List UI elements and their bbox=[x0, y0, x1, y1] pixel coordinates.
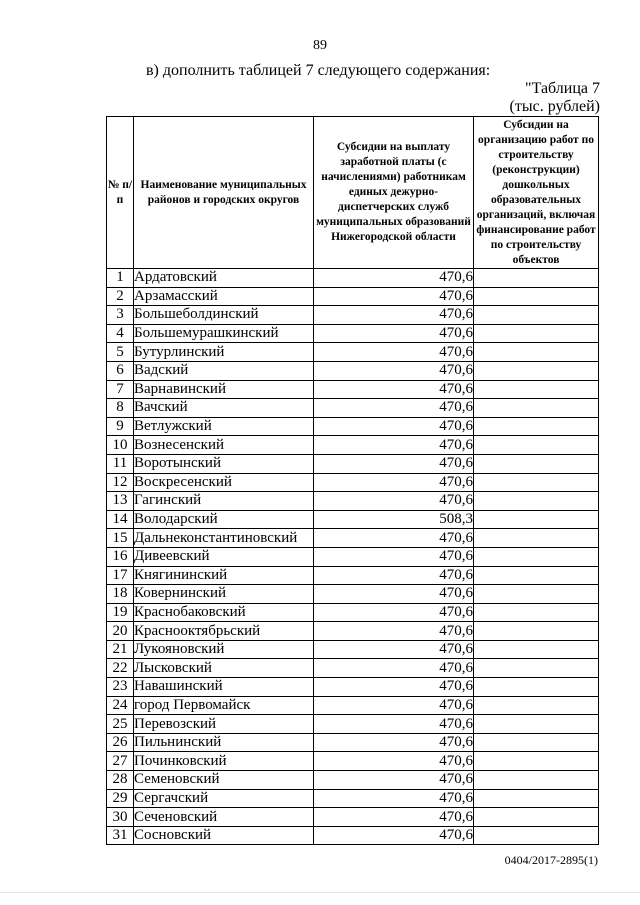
district-name-cell: Большеболдинский bbox=[134, 306, 314, 325]
table-row bbox=[107, 510, 599, 529]
row-number-cell: 27 bbox=[107, 752, 134, 771]
row-number-cell: 15 bbox=[107, 529, 134, 548]
district-name-cell: Ветлужский bbox=[134, 417, 314, 436]
subsidy-construction-cell bbox=[474, 510, 599, 529]
subsidy-salary-cell: 470,6 bbox=[314, 752, 474, 771]
row-number-cell: 19 bbox=[107, 603, 134, 622]
row-number-cell: 20 bbox=[107, 622, 134, 641]
row-number-cell: 4 bbox=[107, 324, 134, 343]
row-number-cell: 12 bbox=[107, 473, 134, 492]
subsidy-salary-cell: 470,6 bbox=[314, 417, 474, 436]
subsidy-table bbox=[106, 116, 599, 845]
subsidy-construction-cell bbox=[474, 566, 599, 585]
row-number-cell: 23 bbox=[107, 678, 134, 697]
row-number-cell: 28 bbox=[107, 771, 134, 790]
district-name-cell: Варнавинский bbox=[134, 380, 314, 399]
subsidy-salary-cell: 470,6 bbox=[314, 826, 474, 845]
subsidy-salary-cell: 470,6 bbox=[314, 696, 474, 715]
row-number-cell: 5 bbox=[107, 343, 134, 362]
district-name-cell: Сеченовский bbox=[134, 808, 314, 827]
table-row bbox=[107, 771, 599, 790]
subsidy-salary-cell: 470,6 bbox=[314, 473, 474, 492]
district-name-cell: Краснооктябрьский bbox=[134, 622, 314, 641]
subsidy-salary-cell: 470,6 bbox=[314, 678, 474, 697]
subsidy-construction-cell bbox=[474, 306, 599, 325]
table-row bbox=[107, 473, 599, 492]
subsidy-salary-cell: 470,6 bbox=[314, 529, 474, 548]
subsidy-construction-cell bbox=[474, 454, 599, 473]
subsidy-construction-cell bbox=[474, 399, 599, 418]
subsidy-salary-cell: 470,6 bbox=[314, 733, 474, 752]
table-body bbox=[107, 269, 599, 845]
row-number-cell: 3 bbox=[107, 306, 134, 325]
row-number-cell: 18 bbox=[107, 585, 134, 604]
district-name-cell: Володарский bbox=[134, 510, 314, 529]
subsidy-salary-cell: 470,6 bbox=[314, 343, 474, 362]
subsidy-salary-cell: 470,6 bbox=[314, 566, 474, 585]
district-name-cell: Сосновский bbox=[134, 826, 314, 845]
subsidy-construction-cell bbox=[474, 826, 599, 845]
district-name-cell: Вачский bbox=[134, 399, 314, 418]
subsidy-construction-cell bbox=[474, 808, 599, 827]
subsidy-construction-cell bbox=[474, 789, 599, 808]
subsidy-salary-cell: 470,6 bbox=[314, 585, 474, 604]
subsidy-salary-cell: 508,3 bbox=[314, 510, 474, 529]
subsidy-salary-cell: 470,6 bbox=[314, 380, 474, 399]
subsidy-salary-cell: 470,6 bbox=[314, 622, 474, 641]
row-number-cell: 26 bbox=[107, 733, 134, 752]
subsidy-construction-cell bbox=[474, 659, 599, 678]
district-name-cell: Большемурашкинский bbox=[134, 324, 314, 343]
row-number-cell: 16 bbox=[107, 547, 134, 566]
row-number-cell: 8 bbox=[107, 399, 134, 418]
subsidy-salary-cell: 470,6 bbox=[314, 715, 474, 734]
subsidy-salary-cell: 470,6 bbox=[314, 492, 474, 511]
subsidy-construction-cell bbox=[474, 473, 599, 492]
table-row bbox=[107, 659, 599, 678]
district-name-cell: Вознесенский bbox=[134, 436, 314, 455]
row-number-cell: 10 bbox=[107, 436, 134, 455]
row-number-cell: 30 bbox=[107, 808, 134, 827]
row-number-cell: 29 bbox=[107, 789, 134, 808]
subsidy-construction-cell bbox=[474, 603, 599, 622]
subsidy-construction-cell bbox=[474, 324, 599, 343]
subsidy-construction-cell bbox=[474, 771, 599, 790]
subsidy-salary-cell: 470,6 bbox=[314, 436, 474, 455]
document-code: 0404/2017-2895(1) bbox=[504, 853, 598, 867]
subsidy-construction-cell bbox=[474, 380, 599, 399]
subsidy-salary-cell: 470,6 bbox=[314, 454, 474, 473]
row-number-cell: 6 bbox=[107, 361, 134, 380]
subsidy-construction-cell bbox=[474, 492, 599, 511]
subsidy-construction-cell bbox=[474, 417, 599, 436]
table-row bbox=[107, 380, 599, 399]
district-name-cell: Вадский bbox=[134, 361, 314, 380]
table-row bbox=[107, 678, 599, 697]
table-row bbox=[107, 287, 599, 306]
subsidy-construction-cell bbox=[474, 529, 599, 548]
subsidy-construction-cell bbox=[474, 733, 599, 752]
district-name-cell: Воротынский bbox=[134, 454, 314, 473]
subsidy-salary-cell: 470,6 bbox=[314, 324, 474, 343]
row-number-cell: 17 bbox=[107, 566, 134, 585]
table-row bbox=[107, 269, 599, 288]
table-row bbox=[107, 733, 599, 752]
row-number-cell: 7 bbox=[107, 380, 134, 399]
header-name: Наименование муниципальных районов и городских округов bbox=[134, 117, 314, 269]
row-number-cell: 14 bbox=[107, 510, 134, 529]
subsidy-salary-cell: 470,6 bbox=[314, 269, 474, 288]
subsidy-construction-cell bbox=[474, 361, 599, 380]
table-row bbox=[107, 752, 599, 771]
district-name-cell: Краснобаковский bbox=[134, 603, 314, 622]
district-name-cell: Воскресенский bbox=[134, 473, 314, 492]
table-row bbox=[107, 454, 599, 473]
district-name-cell: Дальнеконстантиновский bbox=[134, 529, 314, 548]
subsidy-salary-cell: 470,6 bbox=[314, 287, 474, 306]
table-row bbox=[107, 324, 599, 343]
district-name-cell: Починковский bbox=[134, 752, 314, 771]
row-number-cell: 21 bbox=[107, 640, 134, 659]
table-unit: (тыс. рублей) bbox=[509, 98, 600, 115]
table-row bbox=[107, 343, 599, 362]
row-number-cell: 31 bbox=[107, 826, 134, 845]
district-name-cell: Навашинский bbox=[134, 678, 314, 697]
table-row bbox=[107, 808, 599, 827]
table-row bbox=[107, 789, 599, 808]
subsidy-salary-cell: 470,6 bbox=[314, 640, 474, 659]
subsidy-salary-cell: 470,6 bbox=[314, 771, 474, 790]
row-number-cell: 22 bbox=[107, 659, 134, 678]
table-row bbox=[107, 436, 599, 455]
header-num: № п/п bbox=[107, 117, 134, 269]
table-row bbox=[107, 306, 599, 325]
district-name-cell: Гагинский bbox=[134, 492, 314, 511]
district-name-cell: Бутурлинский bbox=[134, 343, 314, 362]
table-row bbox=[107, 603, 599, 622]
intro-text: в) дополнить таблицей 7 следующего содержания: bbox=[146, 62, 491, 79]
subsidy-construction-cell bbox=[474, 715, 599, 734]
subsidy-construction-cell bbox=[474, 622, 599, 641]
table-row bbox=[107, 826, 599, 845]
district-name-cell: город Первомайск bbox=[134, 696, 314, 715]
table-header-row bbox=[107, 117, 599, 269]
row-number-cell: 24 bbox=[107, 696, 134, 715]
table-row bbox=[107, 566, 599, 585]
district-name-cell: Арзамасский bbox=[134, 287, 314, 306]
row-number-cell: 25 bbox=[107, 715, 134, 734]
table-caption bbox=[510, 80, 600, 116]
subsidy-salary-cell: 470,6 bbox=[314, 306, 474, 325]
table-row bbox=[107, 585, 599, 604]
table-row bbox=[107, 622, 599, 641]
district-name-cell: Сергачский bbox=[134, 789, 314, 808]
bottom-edge-line bbox=[0, 892, 640, 893]
row-number-cell: 13 bbox=[107, 492, 134, 511]
subsidy-salary-cell: 470,6 bbox=[314, 603, 474, 622]
district-name-cell: Перевозский bbox=[134, 715, 314, 734]
subsidy-construction-cell bbox=[474, 678, 599, 697]
subsidy-salary-cell: 470,6 bbox=[314, 399, 474, 418]
subsidy-construction-cell bbox=[474, 547, 599, 566]
district-name-cell: Дивеевский bbox=[134, 547, 314, 566]
header-subsidy-construction: Субсидии на организацию работ по строительству (реконструкции) дошкольных образовательных организаций, включая финансирование работ по строительству объектов bbox=[474, 117, 599, 269]
subsidy-salary-cell: 470,6 bbox=[314, 659, 474, 678]
row-number-cell: 11 bbox=[107, 454, 134, 473]
subsidy-construction-cell bbox=[474, 287, 599, 306]
subsidy-construction-cell bbox=[474, 585, 599, 604]
district-name-cell: Ардатовский bbox=[134, 269, 314, 288]
row-number-cell: 1 bbox=[107, 269, 134, 288]
table-row bbox=[107, 361, 599, 380]
page-number: 89 bbox=[313, 38, 327, 53]
table-row bbox=[107, 640, 599, 659]
row-number-cell: 2 bbox=[107, 287, 134, 306]
row-number-cell: 9 bbox=[107, 417, 134, 436]
header-subsidy-salary: Субсидии на выплату заработной платы (с начислениями) работникам единых дежурно-диспетчерских служб муниципальных образований Нижегородской области bbox=[314, 117, 474, 269]
subsidy-salary-cell: 470,6 bbox=[314, 789, 474, 808]
subsidy-salary-cell: 470,6 bbox=[314, 808, 474, 827]
subsidy-construction-cell bbox=[474, 640, 599, 659]
district-name-cell: Княгининский bbox=[134, 566, 314, 585]
subsidy-salary-cell: 470,6 bbox=[314, 547, 474, 566]
subsidy-construction-cell bbox=[474, 696, 599, 715]
subsidy-construction-cell bbox=[474, 436, 599, 455]
table-row bbox=[107, 492, 599, 511]
table-row bbox=[107, 715, 599, 734]
table-row bbox=[107, 529, 599, 548]
table-row bbox=[107, 696, 599, 715]
subsidy-construction-cell bbox=[474, 343, 599, 362]
table-row bbox=[107, 547, 599, 566]
district-name-cell: Ковернинский bbox=[134, 585, 314, 604]
table-row bbox=[107, 399, 599, 418]
district-name-cell: Семеновский bbox=[134, 771, 314, 790]
district-name-cell: Пильнинский bbox=[134, 733, 314, 752]
subsidy-salary-cell: 470,6 bbox=[314, 361, 474, 380]
table-title: "Таблица 7 bbox=[525, 80, 600, 97]
subsidy-construction-cell bbox=[474, 269, 599, 288]
district-name-cell: Лысковский bbox=[134, 659, 314, 678]
district-name-cell: Лукояновский bbox=[134, 640, 314, 659]
subsidy-construction-cell bbox=[474, 752, 599, 771]
table-row bbox=[107, 417, 599, 436]
